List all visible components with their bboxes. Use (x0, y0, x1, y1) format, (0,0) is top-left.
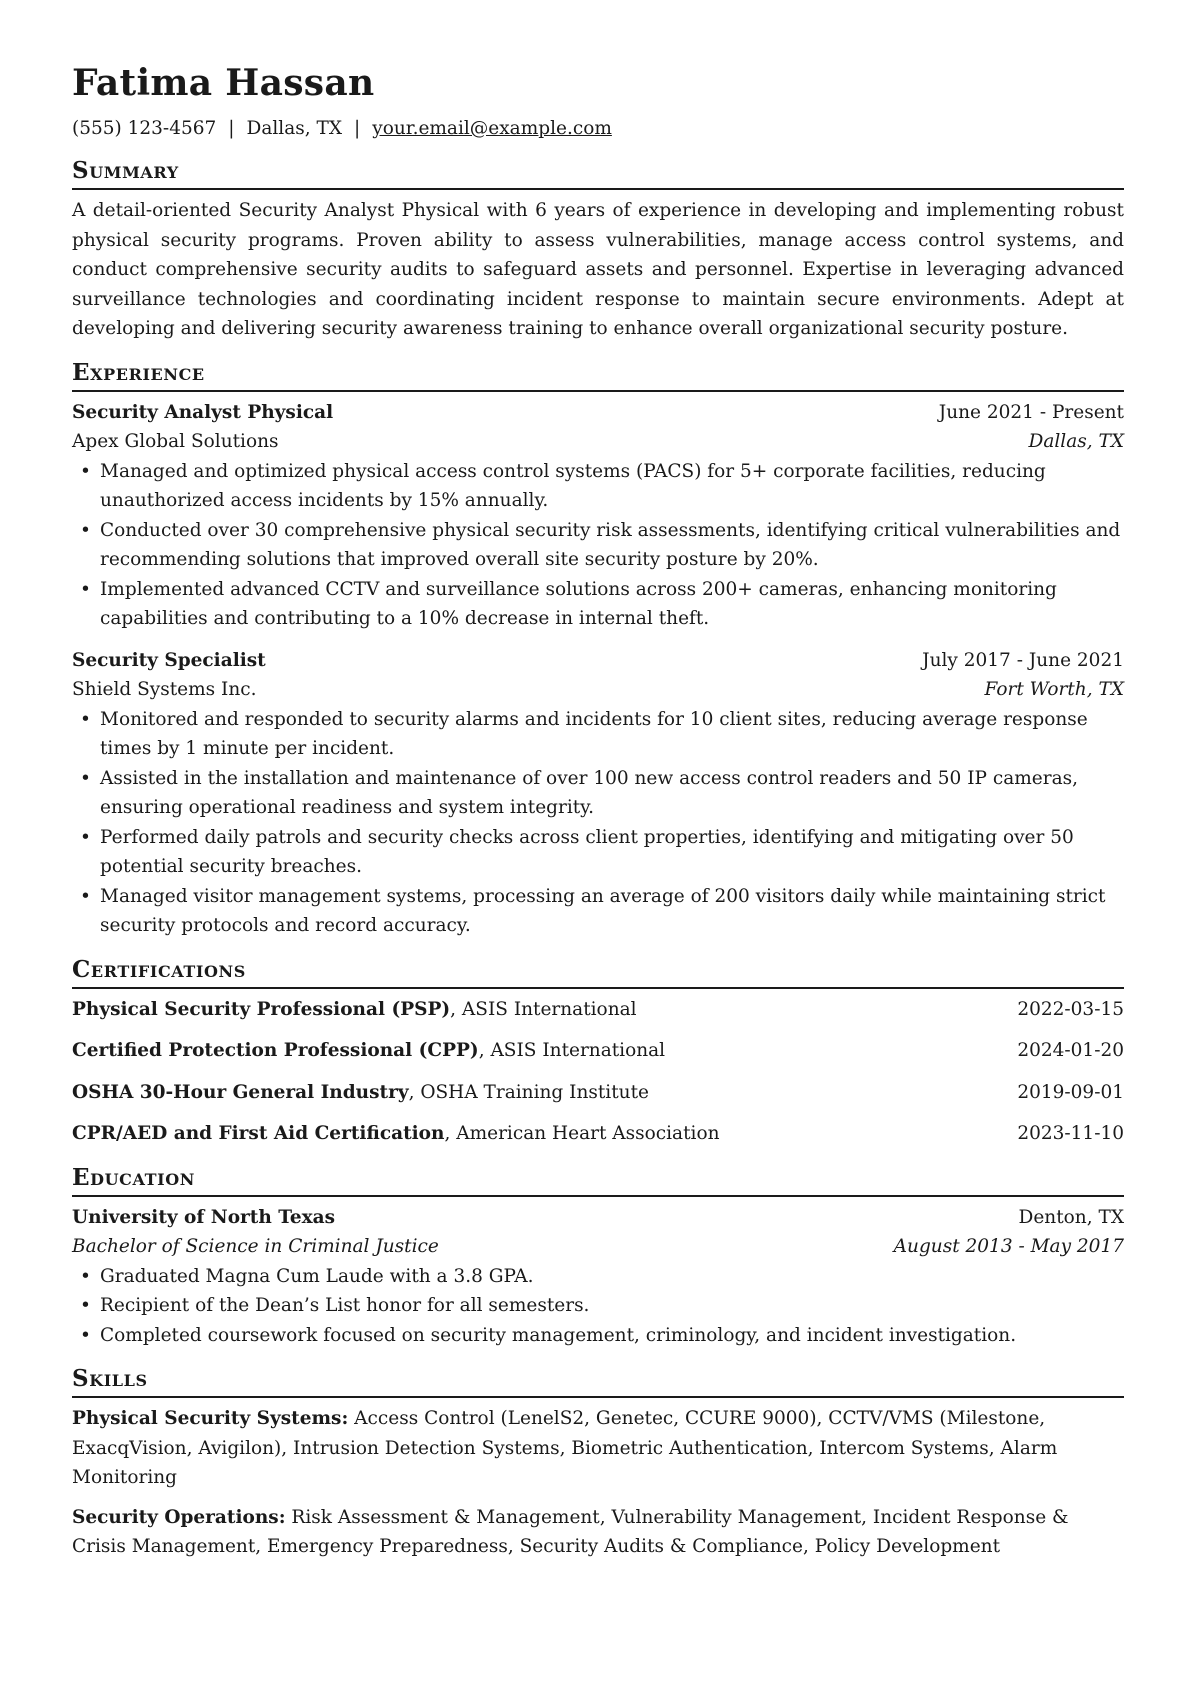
job-title: Security Specialist (72, 649, 266, 671)
candidate-name: Fatima Hassan (72, 62, 375, 104)
contact-line (72, 116, 1124, 142)
certification-issuer: , ASIS International (450, 998, 637, 1020)
summary-text: A detail-oriented Security Analyst Physical with 6 years of experience in developing and implementing robust physical security programs. Proven ability to assess vulnerabilities, manage access control systems, and conduct comprehensive security audits to safeguard assets and personnel. Expertise in leveraging advanced surveillance technologies and coordinating incident response to maintain secure environments. Adept at developing and delivering security awareness training to enhance overall organizational security posture. (72, 200, 1124, 339)
company-name: Apex Global Solutions (72, 431, 279, 452)
school-location: Denton, TX (1018, 1206, 1124, 1228)
job-bullet: • Conducted over 30 comprehensive physical security risk assessments, identifying critical vulnerabilities and recommending solutions that improved overall site security posture by 20%. (72, 516, 1124, 575)
job-location: Dallas, TX (1028, 431, 1124, 452)
education-dates: August 2013 - May 2017 (893, 1236, 1124, 1257)
certification-name: Certified Protection Professional (CPP) (72, 1040, 479, 1061)
skills-heading: Skills (72, 1364, 1124, 1398)
skill-group-label: Physical Security Systems: (72, 1408, 349, 1429)
certification-name: CPR/AED and First Aid Certification (72, 1123, 445, 1144)
degree: Bachelor of Science in Criminal Justice (72, 1236, 439, 1257)
experience-section (72, 358, 1124, 941)
job-bullet: • Monitored and responded to security alarms and incidents for 10 client sites, reducing average response times by 1 minute per incident. (72, 705, 1124, 764)
skill-group-text: Access Control (LenelS2, Genetec, CCURE 9000), CCTV/VMS (Milestone, ExacqVision, Avigilon), Intrusion Detection Systems, Biometric Authentication, Intercom Systems, Alarm Monitoring (72, 1408, 1058, 1488)
contact-separator: | (354, 118, 361, 139)
certification-issuer: , ASIS International (478, 1040, 666, 1061)
job-dates: June 2021 - Present (938, 401, 1124, 423)
certification-date: 2023-11-10 (1017, 1123, 1124, 1144)
job-title: Security Analyst Physical (72, 401, 334, 423)
job-bullet: • Performed daily patrols and security checks across client properties, identifying and mitigating over 50 potential security breaches. (72, 823, 1124, 882)
certifications-section (72, 955, 1124, 1149)
certification-date: 2022-03-15 (1017, 998, 1124, 1020)
skill-group-text: Risk Assessment & Management, Vulnerability Management, Incident Response & Crisis Management, Emergency Preparedness, Security Audits & Compliance, Policy Development (72, 1506, 1069, 1557)
education-heading: Education (72, 1163, 1124, 1197)
certification-name: Physical Security Professional (PSP) (72, 998, 451, 1020)
job-dates: July 2017 - June 2021 (922, 649, 1124, 671)
summary-section (72, 156, 1124, 344)
company-name: Shield Systems Inc. (72, 679, 257, 700)
skills-section (72, 1364, 1124, 1562)
education-section (72, 1163, 1124, 1351)
certification-row (72, 1036, 1124, 1066)
skill-group (72, 1404, 1124, 1493)
school-name: University of North Texas (72, 1206, 336, 1228)
summary-heading: Summary (72, 156, 1124, 190)
contact-separator: | (228, 118, 235, 139)
certification-issuer: , American Heart Association (444, 1123, 720, 1144)
certification-row (72, 1119, 1124, 1149)
education-bullet: • Completed coursework focused on security management, criminology, and incident investigation. (72, 1321, 1124, 1351)
location: Dallas, TX (246, 118, 343, 139)
education-bullet: • Graduated Magna Cum Laude with a 3.8 GPA. (72, 1262, 1124, 1292)
certification-date: 2024-01-20 (1017, 1040, 1124, 1061)
job-bullet: • Managed and optimized physical access control systems (PACS) for 5+ corporate facilities, reducing unauthorized access incidents by 15% annually. (72, 457, 1124, 516)
certification-row (72, 1078, 1124, 1108)
job-entry (72, 398, 1124, 634)
experience-heading: Experience (72, 358, 1124, 392)
job-bullet: • Managed visitor management systems, processing an average of 200 visitors daily while maintaining strict security protocols and record accuracy. (72, 882, 1124, 941)
job-bullet: • Assisted in the installation and maintenance of over 100 new access control readers and 50 IP cameras, ensuring operational readiness and system integrity. (72, 764, 1124, 823)
skill-group (72, 1503, 1124, 1562)
job-location: Fort Worth, TX (984, 679, 1124, 700)
certifications-heading: Certifications (72, 955, 1124, 989)
job-bullet: • Implemented advanced CCTV and surveillance solutions across 200+ cameras, enhancing monitoring capabilities and contributing to a 10% decrease in internal theft. (72, 575, 1124, 634)
email-link[interactable]: your.email@example.com (372, 118, 612, 139)
education-bullet: • Recipient of the Dean’s List honor for all semesters. (72, 1291, 1124, 1321)
certification-row (72, 995, 1124, 1025)
job-entry (72, 646, 1124, 941)
certification-issuer: , OSHA Training Institute (408, 1081, 649, 1103)
certification-date: 2019-09-01 (1017, 1081, 1124, 1103)
phone-number: (555) 123-4567 (72, 118, 217, 139)
skill-group-label: Security Operations: (72, 1506, 286, 1528)
certification-name: OSHA 30-Hour General Industry (72, 1081, 409, 1103)
resume-page (72, 58, 1124, 1572)
